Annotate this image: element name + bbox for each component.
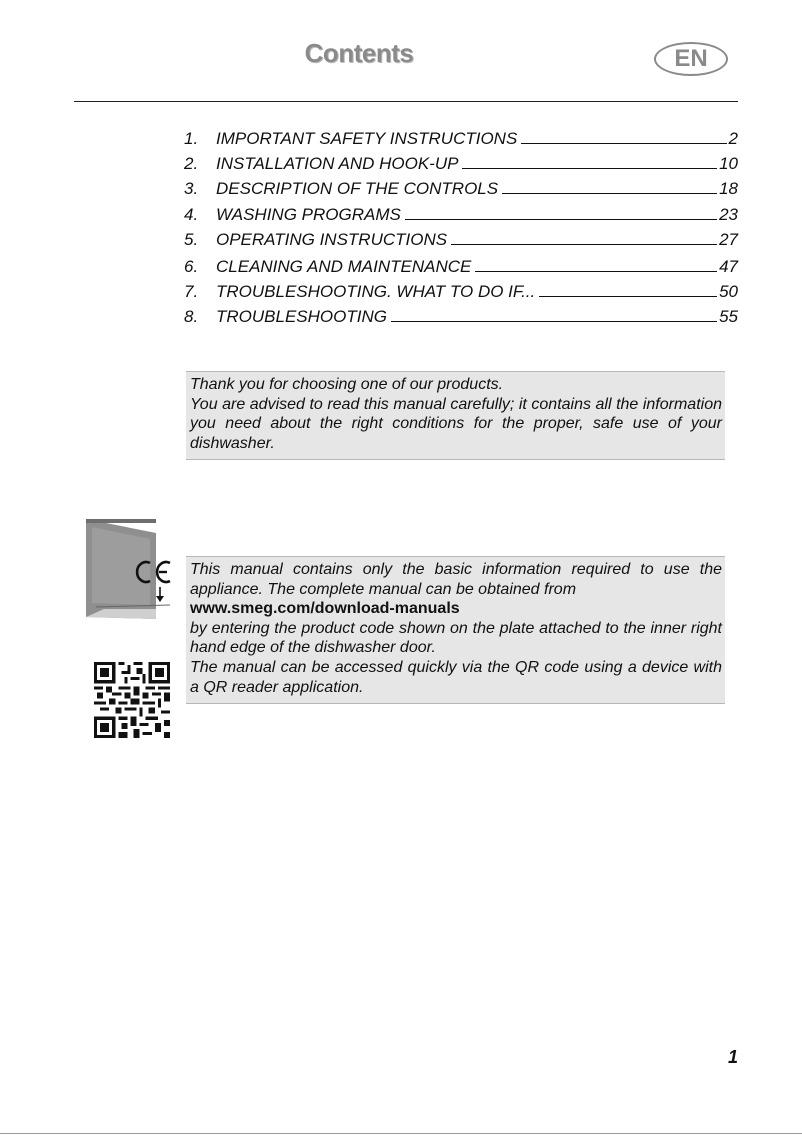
toc-page: 27 bbox=[719, 230, 738, 250]
toc-label: OPERATING INSTRUCTIONS bbox=[216, 230, 448, 250]
toc-label: IMPORTANT SAFETY INSTRUCTIONS bbox=[216, 129, 518, 148]
qr-code-icon bbox=[94, 662, 170, 738]
toc-entry[interactable] bbox=[184, 255, 738, 280]
toc-leader bbox=[521, 143, 726, 144]
footer-divider bbox=[0, 1133, 802, 1134]
notice-text: You are advised to read this manual carefully; it contains all the information you need about the right conditions for the proper, safe use of your dishwasher. bbox=[190, 395, 722, 452]
toc-label: TROUBLESHOOTING bbox=[216, 306, 387, 326]
toc-label: TROUBLESHOOTING. WHAT TO DO IF... bbox=[216, 281, 536, 301]
toc-leader bbox=[405, 219, 717, 220]
toc-page: 2 bbox=[728, 129, 738, 148]
toc-number: 1. bbox=[184, 129, 199, 148]
thank-you-notice bbox=[186, 371, 725, 460]
toc-page: 47 bbox=[719, 256, 738, 276]
language-badge: EN bbox=[654, 42, 728, 76]
toc-entry[interactable] bbox=[184, 177, 738, 202]
toc-entry[interactable] bbox=[184, 228, 738, 253]
toc-leader bbox=[391, 321, 717, 322]
toc-label: WASHING PROGRAMS bbox=[216, 205, 401, 225]
toc-page: 55 bbox=[719, 306, 738, 326]
manual-download-notice bbox=[186, 556, 725, 704]
table-of-contents bbox=[184, 127, 738, 329]
header-divider bbox=[74, 101, 738, 102]
page-number: 1 bbox=[727, 1047, 738, 1067]
toc-leader bbox=[539, 296, 717, 297]
toc-number: 5. bbox=[184, 230, 199, 250]
toc-page: 18 bbox=[719, 178, 738, 198]
toc-page: 10 bbox=[719, 153, 738, 173]
notice-text: by entering the product code shown on the plate attached to the inner right hand edge of the dishwasher door. bbox=[190, 619, 722, 657]
toc-leader bbox=[462, 168, 717, 169]
ce-rating-plate-icon bbox=[86, 519, 176, 621]
toc-entry[interactable] bbox=[184, 280, 738, 305]
toc-page: 50 bbox=[719, 281, 738, 301]
download-link[interactable]: www.smeg.com/download-manuals bbox=[190, 600, 460, 618]
toc-entry[interactable] bbox=[184, 305, 738, 330]
toc-label: DESCRIPTION OF THE CONTROLS bbox=[216, 178, 499, 198]
toc-entry[interactable] bbox=[184, 203, 738, 228]
toc-entry[interactable] bbox=[184, 127, 738, 152]
notice-text: The manual can be accessed quickly via the QR code using a device with a QR reader application. bbox=[190, 658, 722, 696]
toc-page: 23 bbox=[719, 205, 738, 225]
toc-number: 6. bbox=[184, 256, 199, 276]
page-title: Contents bbox=[304, 38, 414, 68]
toc-number: 2. bbox=[184, 153, 199, 173]
toc-leader bbox=[475, 271, 717, 272]
toc-entry[interactable] bbox=[184, 152, 738, 177]
toc-number: 3. bbox=[184, 178, 199, 198]
toc-leader bbox=[502, 193, 717, 194]
toc-number: 7. bbox=[184, 281, 199, 301]
toc-leader bbox=[451, 244, 717, 245]
notice-text: Thank you for choosing one of our products. bbox=[190, 376, 504, 393]
toc-number: 8. bbox=[184, 306, 199, 326]
toc-label: INSTALLATION AND HOOK-UP bbox=[216, 153, 459, 173]
toc-number: 4. bbox=[184, 205, 199, 225]
notice-text: This manual contains only the basic information required to use the appliance. The complete manual can be obtained from bbox=[190, 561, 722, 598]
toc-label: CLEANING AND MAINTENANCE bbox=[216, 256, 472, 276]
